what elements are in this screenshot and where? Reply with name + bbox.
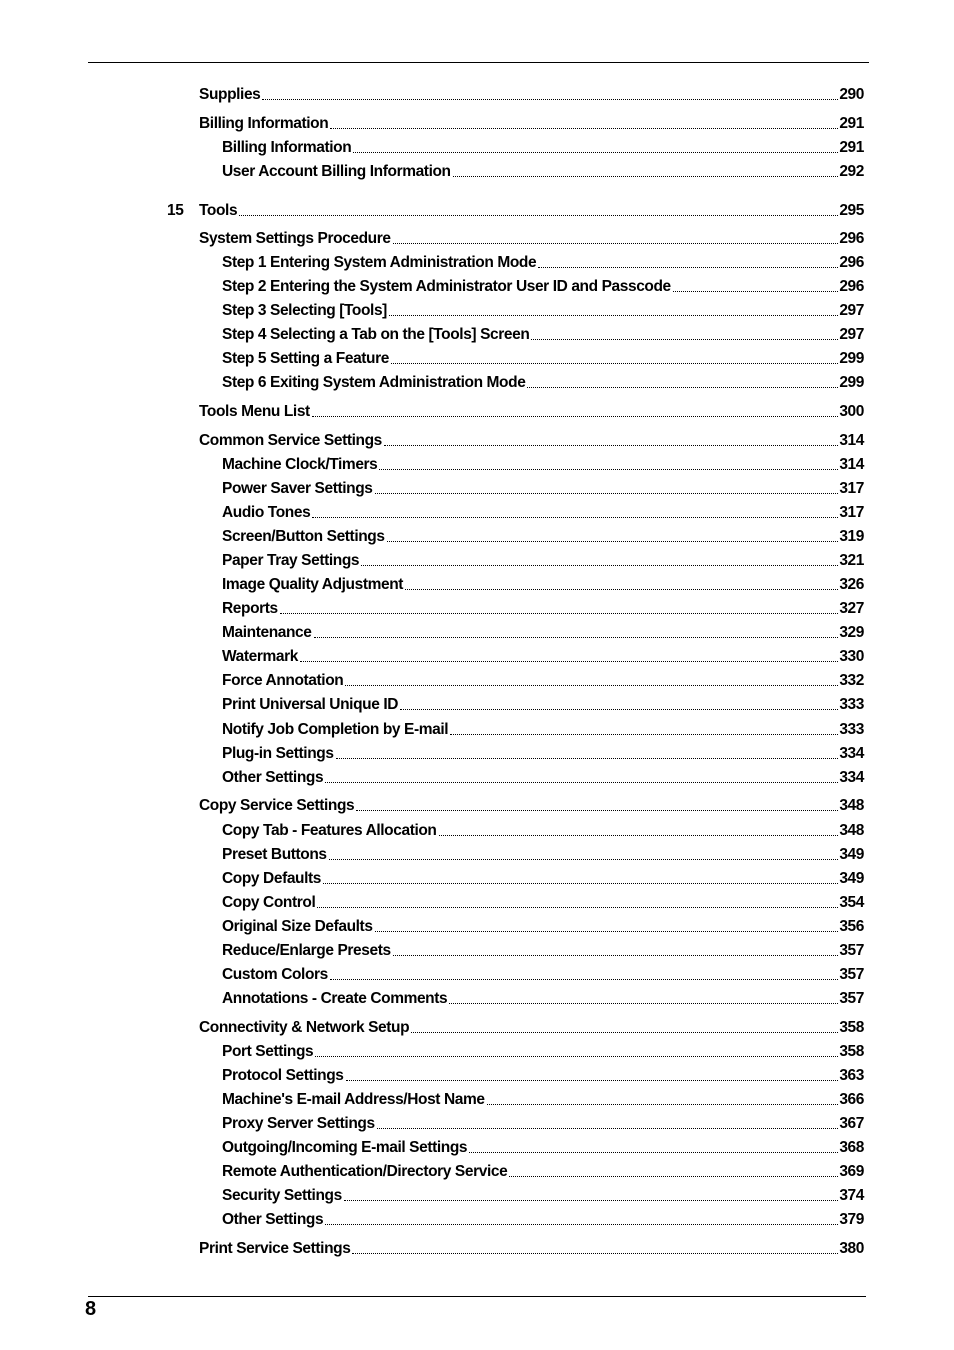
dot-leader xyxy=(391,363,838,364)
toc-entry[interactable] xyxy=(222,917,864,937)
toc-entry-page: 317 xyxy=(839,480,864,497)
toc-entry[interactable] xyxy=(222,455,864,475)
toc-entry[interactable] xyxy=(199,85,864,105)
dot-leader xyxy=(453,176,839,177)
dot-leader xyxy=(527,387,838,388)
toc-entry[interactable] xyxy=(199,431,864,451)
toc-entry-page: 357 xyxy=(839,942,864,959)
toc-entry-page: 321 xyxy=(839,552,864,569)
toc-entry-page: 380 xyxy=(839,1240,864,1257)
toc-entry-page: 366 xyxy=(839,1091,864,1108)
toc-entry-page: 354 xyxy=(839,894,864,911)
toc-entry-title: Copy Service Settings xyxy=(199,797,355,814)
toc-entry-page: 349 xyxy=(839,870,864,887)
toc-entry-title: Print Service Settings xyxy=(199,1240,351,1257)
toc-entry[interactable] xyxy=(199,114,864,134)
toc-entry-title: Connectivity & Network Setup xyxy=(199,1019,410,1036)
toc-entry-title: Step 5 Setting a Feature xyxy=(222,350,389,367)
toc-entry[interactable] xyxy=(222,138,864,158)
toc-entry-title: Screen/Button Settings xyxy=(222,528,385,545)
toc-entry[interactable] xyxy=(222,277,864,297)
toc-entry-title: Maintenance xyxy=(222,624,312,641)
toc-entry-page: 292 xyxy=(839,163,864,180)
dot-leader xyxy=(411,1032,838,1033)
toc-entry-title: Annotations - Create Comments xyxy=(222,990,448,1007)
toc-entry-page: 348 xyxy=(839,797,864,814)
toc-entry-title: Machine's E-mail Address/Host Name xyxy=(222,1091,485,1108)
toc-entry-title: Reduce/Enlarge Presets xyxy=(222,942,391,959)
dot-leader xyxy=(393,955,839,956)
toc-entry[interactable] xyxy=(222,373,864,393)
toc-entry-page: 357 xyxy=(839,966,864,983)
dot-leader xyxy=(449,1003,838,1004)
toc-entry-title: Common Service Settings xyxy=(199,432,382,449)
toc-entry-title: Step 6 Exiting System Administration Mode xyxy=(222,374,526,391)
toc-entry-page: 319 xyxy=(839,528,864,545)
toc-entry-title: Supplies xyxy=(199,86,261,103)
toc-entry[interactable] xyxy=(222,869,864,889)
toc-entry-title: Protocol Settings xyxy=(222,1067,344,1084)
toc-entry-page: 297 xyxy=(839,302,864,319)
toc-entry-page: 326 xyxy=(839,576,864,593)
toc-entry-page: 363 xyxy=(839,1067,864,1084)
toc-entry[interactable] xyxy=(222,720,864,740)
toc-entry[interactable] xyxy=(222,821,864,841)
toc-entry-page: 358 xyxy=(839,1043,864,1060)
toc-entry-title: Image Quality Adjustment xyxy=(222,576,404,593)
toc-entry-title: Power Saver Settings xyxy=(222,480,373,497)
dot-leader xyxy=(239,215,838,216)
dot-leader xyxy=(384,445,838,446)
dot-leader xyxy=(323,883,838,884)
dot-leader xyxy=(352,1253,838,1254)
dot-leader xyxy=(344,1200,839,1201)
dot-leader xyxy=(312,517,838,518)
toc-entry-page: 329 xyxy=(839,624,864,641)
toc-entry-page: 314 xyxy=(839,456,864,473)
toc-entry-page: 348 xyxy=(839,822,864,839)
dot-leader xyxy=(329,859,839,860)
toc-entry[interactable] xyxy=(222,253,864,273)
toc-entry[interactable] xyxy=(222,965,864,985)
toc-entry-title: Tools Menu List xyxy=(199,403,310,420)
toc-entry-title: Force Annotation xyxy=(222,672,344,689)
toc-entry-title: Print Universal Unique ID xyxy=(222,696,399,713)
toc-entry[interactable] xyxy=(222,893,864,913)
toc-entry-page: 330 xyxy=(839,648,864,665)
toc-entry-page: 379 xyxy=(839,1211,864,1228)
toc-entry-title: Step 4 Selecting a Tab on the [Tools] Screen xyxy=(222,326,530,343)
toc-entry[interactable] xyxy=(222,479,864,499)
toc-entry[interactable] xyxy=(222,503,864,523)
toc-entry-page: 349 xyxy=(839,846,864,863)
toc-entry[interactable] xyxy=(199,402,864,422)
toc-entry-title: Security Settings xyxy=(222,1187,342,1204)
toc-entry-page: 296 xyxy=(839,278,864,295)
dot-leader xyxy=(509,1176,838,1177)
dot-leader xyxy=(336,758,839,759)
toc-entry-page: 291 xyxy=(839,115,864,132)
dot-leader xyxy=(377,1128,839,1129)
toc-entry-title: Outgoing/Incoming E-mail Settings xyxy=(222,1139,468,1156)
toc-entry-page: 357 xyxy=(839,990,864,1007)
toc-entry-page: 358 xyxy=(839,1019,864,1036)
footer-rule xyxy=(88,1296,866,1297)
toc-entry-page: 295 xyxy=(839,202,864,219)
toc-entry-page: 296 xyxy=(839,230,864,247)
toc-entry[interactable] xyxy=(222,575,864,595)
toc-entry[interactable] xyxy=(222,768,864,788)
dot-leader xyxy=(262,99,838,100)
dot-leader xyxy=(375,931,839,932)
toc-entry[interactable] xyxy=(222,1090,864,1110)
toc-entry-title: Custom Colors xyxy=(222,966,328,983)
toc-entry-page: 333 xyxy=(839,721,864,738)
dot-leader xyxy=(379,469,838,470)
toc-entry[interactable] xyxy=(199,229,864,249)
toc-entry-title: User Account Billing Information xyxy=(222,163,451,180)
toc-entry-page: 290 xyxy=(839,86,864,103)
dot-leader xyxy=(325,1224,838,1225)
toc-entry-title: Step 3 Selecting [Tools] xyxy=(222,302,387,319)
toc-entry-title: System Settings Procedure xyxy=(199,230,391,247)
toc-entry-page: 374 xyxy=(839,1187,864,1204)
toc-entry-page: 296 xyxy=(839,254,864,271)
dot-leader xyxy=(450,734,838,735)
dot-leader xyxy=(315,1056,838,1057)
toc-entry[interactable] xyxy=(199,1018,864,1038)
toc-entry-title: Paper Tray Settings xyxy=(222,552,360,569)
dot-leader xyxy=(361,565,838,566)
toc-entry-title: Audio Tones xyxy=(222,504,311,521)
dot-leader xyxy=(312,416,839,417)
toc-entry-page: 300 xyxy=(839,403,864,420)
dot-leader xyxy=(345,685,838,686)
toc-entry[interactable] xyxy=(222,671,864,691)
dot-leader xyxy=(487,1104,839,1105)
dot-leader xyxy=(314,637,839,638)
toc-entry[interactable] xyxy=(222,301,864,321)
toc-chapter-entry[interactable] xyxy=(199,201,864,221)
toc-entry[interactable] xyxy=(199,1239,864,1259)
toc-entry-page: 317 xyxy=(839,504,864,521)
footer-page-number: 8 xyxy=(85,1298,97,1320)
toc-entry-title: Other Settings xyxy=(222,769,324,786)
dot-leader xyxy=(353,152,838,153)
toc-entry-title: Machine Clock/Timers xyxy=(222,456,378,473)
toc-entry-page: 356 xyxy=(839,918,864,935)
toc-entry-title: Notify Job Completion by E-mail xyxy=(222,721,449,738)
dot-leader xyxy=(387,541,839,542)
toc-entry[interactable] xyxy=(222,744,864,764)
toc-entry[interactable] xyxy=(199,796,864,816)
dot-leader xyxy=(389,315,838,316)
toc-entry[interactable] xyxy=(222,941,864,961)
toc-entry-page: 334 xyxy=(839,769,864,786)
dot-leader xyxy=(330,979,838,980)
toc-entry-title: Other Settings xyxy=(222,1211,324,1228)
chapter-number: 15 xyxy=(167,202,184,219)
dot-leader xyxy=(531,339,838,340)
dot-leader xyxy=(330,128,838,129)
toc-entry-title: Billing Information xyxy=(199,115,329,132)
toc-entry-page: 368 xyxy=(839,1139,864,1156)
toc-entry-title: Tools xyxy=(199,202,238,219)
dot-leader xyxy=(375,493,839,494)
toc-entry-title: Copy Tab - Features Allocation xyxy=(222,822,437,839)
toc-entry-title: Remote Authentication/Directory Service xyxy=(222,1163,508,1180)
dot-leader xyxy=(393,243,839,244)
toc-entry-title: Copy Control xyxy=(222,894,316,911)
toc-entry[interactable] xyxy=(222,349,864,369)
dot-leader xyxy=(346,1080,839,1081)
toc-entry[interactable] xyxy=(222,551,864,571)
toc-entry-page: 334 xyxy=(839,745,864,762)
toc-entry-title: Watermark xyxy=(222,648,298,665)
toc-entry-page: 314 xyxy=(839,432,864,449)
toc-entry[interactable] xyxy=(222,1066,864,1086)
toc-entry[interactable] xyxy=(222,1162,864,1182)
toc-entry-title: Copy Defaults xyxy=(222,870,322,887)
toc-entry[interactable] xyxy=(222,1114,864,1134)
dot-leader xyxy=(405,589,838,590)
toc-entry[interactable] xyxy=(222,1210,864,1230)
toc-entry[interactable] xyxy=(222,162,864,182)
toc-entry-title: Step 2 Entering the System Administrator User ID and Passcode xyxy=(222,278,671,295)
dot-leader xyxy=(439,835,839,836)
toc-entry[interactable] xyxy=(222,1186,864,1206)
toc-entry-page: 327 xyxy=(839,600,864,617)
dot-leader xyxy=(400,709,838,710)
toc-entry-title: Billing Information xyxy=(222,139,352,156)
toc-entry-page: 332 xyxy=(839,672,864,689)
toc-entry-page: 367 xyxy=(839,1115,864,1132)
dot-leader xyxy=(280,613,839,614)
dot-leader xyxy=(469,1152,838,1153)
toc-entry[interactable] xyxy=(222,989,864,1009)
dot-leader xyxy=(356,810,838,811)
toc-entry[interactable] xyxy=(222,845,864,865)
toc-entry[interactable] xyxy=(222,1138,864,1158)
toc-entry[interactable] xyxy=(222,1042,864,1062)
toc-entry-page: 291 xyxy=(839,139,864,156)
dot-leader xyxy=(673,291,839,292)
dot-leader xyxy=(300,661,838,662)
toc-entry-title: Preset Buttons xyxy=(222,846,327,863)
toc-entry-title: Plug-in Settings xyxy=(222,745,334,762)
toc-entry-title: Original Size Defaults xyxy=(222,918,373,935)
toc-entry-page: 333 xyxy=(839,696,864,713)
toc-entry-page: 297 xyxy=(839,326,864,343)
toc-entry-title: Port Settings xyxy=(222,1043,314,1060)
toc-entry[interactable] xyxy=(222,623,864,643)
toc-entry-title: Reports xyxy=(222,600,278,617)
toc-entry-title: Proxy Server Settings xyxy=(222,1115,375,1132)
toc-entry-page: 299 xyxy=(839,350,864,367)
toc-entry-page: 369 xyxy=(839,1163,864,1180)
toc-entry[interactable] xyxy=(222,647,864,667)
dot-leader xyxy=(317,907,838,908)
dot-leader xyxy=(538,267,838,268)
dot-leader xyxy=(325,782,838,783)
toc-entry[interactable] xyxy=(222,325,864,345)
toc-entry[interactable] xyxy=(222,599,864,619)
toc-entry[interactable] xyxy=(222,527,864,547)
toc-entry-page: 299 xyxy=(839,374,864,391)
toc-entry[interactable] xyxy=(222,695,864,715)
toc-entry-title: Step 1 Entering System Administration Mode xyxy=(222,254,537,271)
